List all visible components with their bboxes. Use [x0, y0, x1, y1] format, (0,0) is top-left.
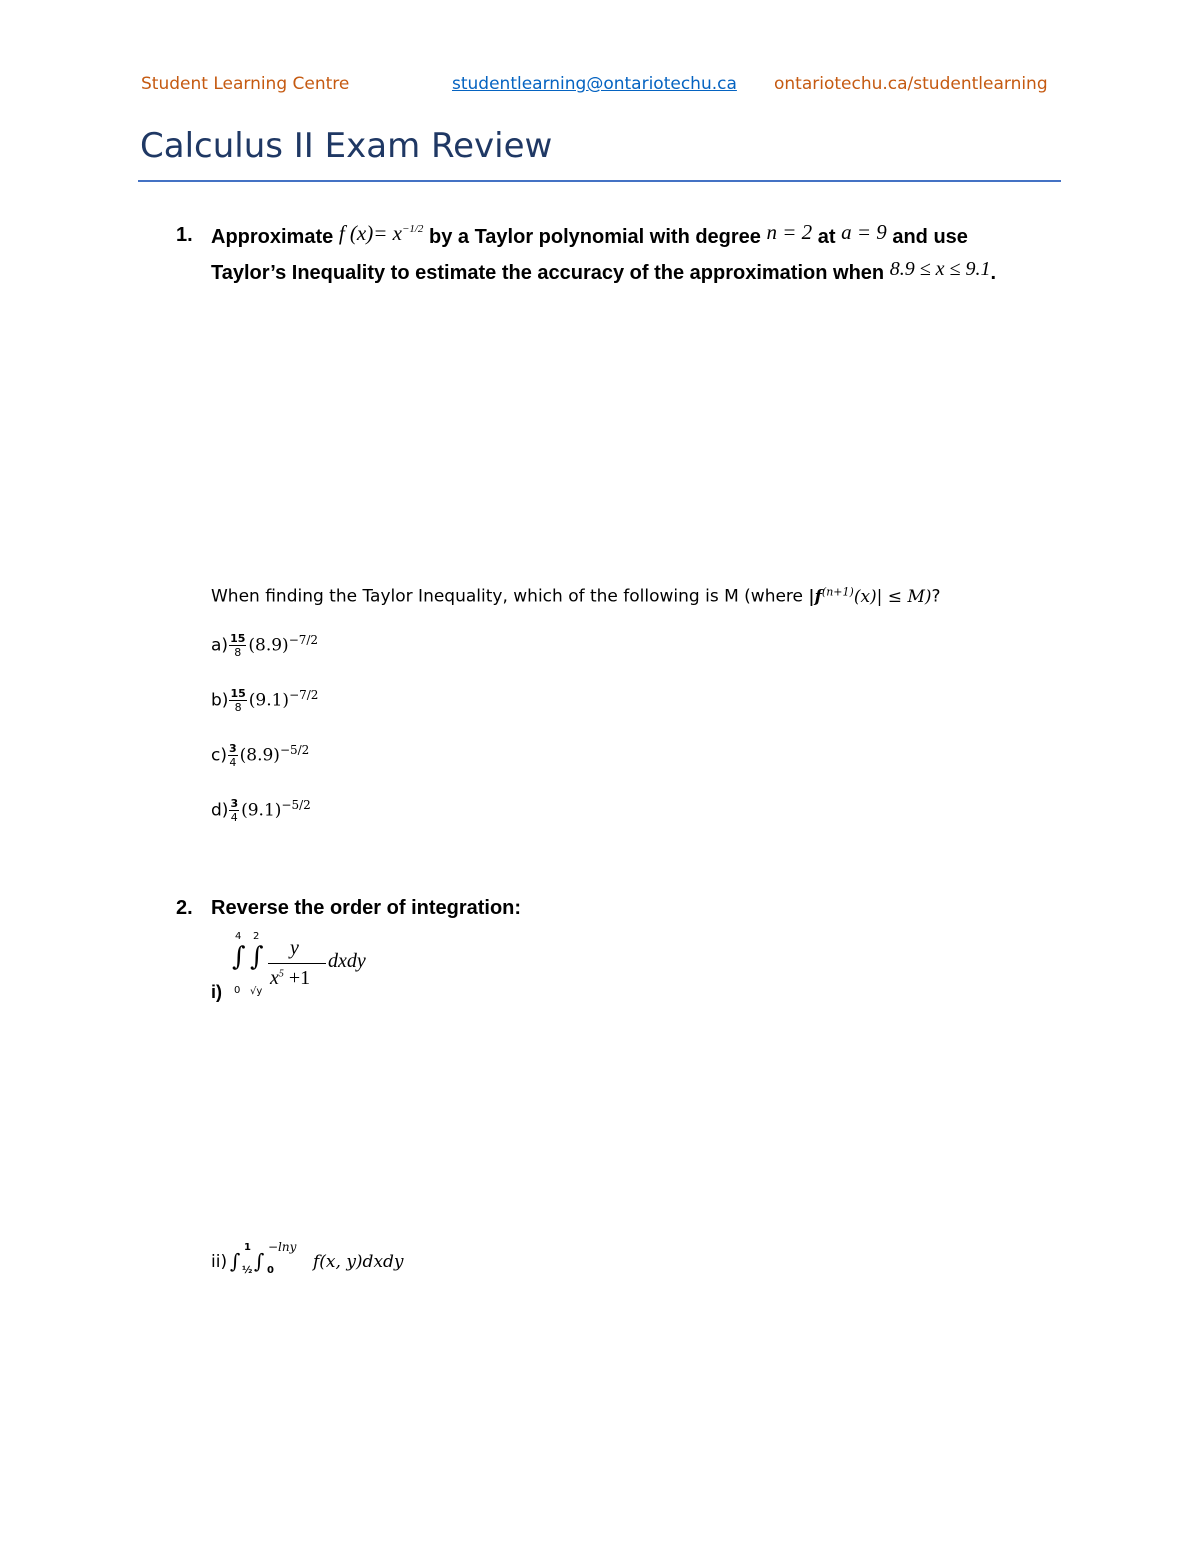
option-a-base: (8.9): [248, 635, 289, 656]
q2i-upper1: 4: [235, 931, 242, 942]
option-a-label: a): [211, 635, 229, 656]
option-a-fraction: [229, 633, 246, 658]
q1-prompt-end: ?: [931, 586, 941, 607]
option-c-den: 4: [229, 756, 237, 770]
q1-degree: n = 2: [766, 220, 813, 244]
q2i-den-tail: +1: [283, 967, 311, 989]
option-c-label: c): [211, 745, 227, 766]
option-b-exp: −7/2: [289, 688, 319, 702]
q2i-differential: dxdy: [328, 950, 366, 972]
option-a-num: 15: [230, 632, 246, 646]
q1-prompt-rest: (x)| ≤ M): [853, 586, 932, 607]
q2i-lower1: 0: [234, 985, 241, 996]
q1-function-base: f (x)= x: [338, 221, 402, 245]
q2i-lower2: √y: [250, 986, 263, 997]
option-d-den: 4: [230, 811, 238, 825]
q2i-numerator: y: [290, 937, 299, 959]
q1-period: .: [990, 262, 997, 284]
header-email-link[interactable]: studentlearning@ontariotechu.ca: [452, 74, 737, 94]
q2ii-lower1: ½: [242, 1265, 253, 1276]
q2-number: 2.: [176, 897, 193, 919]
option-a: [211, 633, 318, 658]
q1-line2: [211, 258, 997, 285]
option-b-label: b): [211, 690, 229, 711]
q1-prompt-math: [808, 587, 931, 607]
option-b-base: (9.1): [248, 690, 290, 711]
q1-function: [339, 221, 424, 245]
option-a-den: 8: [234, 646, 242, 660]
option-a-exp: −7/2: [288, 633, 319, 647]
q1-prompt-text: When finding the Taylor Inequality, which of the following is M (where: [211, 586, 804, 607]
q1-interval: 8.9 ≤ x ≤ 9.1: [889, 258, 991, 280]
q2-text: Reverse the order of integration:: [211, 897, 522, 919]
q2i-label: i): [211, 982, 222, 1002]
q2i-denominator: [270, 967, 310, 990]
option-b-fraction: [229, 688, 246, 713]
q2ii-integrand: f(x, y)dxdy: [313, 1252, 404, 1272]
q1-line2-text: Taylor’s Inequality to estimate the accuracy of the approximation when: [211, 262, 885, 284]
page-title: Calculus II Exam Review: [140, 126, 553, 166]
q2ii-integral1: ∫: [230, 1249, 241, 1273]
q1-line1: [211, 220, 968, 249]
option-c-exp: −5/2: [279, 743, 310, 757]
option-d-exp: −5/2: [281, 798, 311, 812]
q1-prompt-exp: (n+1): [821, 585, 854, 598]
q2i-integral1: ∫: [232, 942, 246, 972]
option-d-fraction: [229, 798, 239, 823]
option-d-label: d): [211, 800, 229, 821]
q2i-integral2: ∫: [250, 942, 264, 972]
q2i-den-exp: 5: [278, 968, 284, 980]
option-d-num: 3: [230, 797, 239, 811]
header-centre: Student Learning Centre: [141, 74, 350, 94]
q2ii-lower2: 0: [267, 1265, 274, 1276]
q2i-fraction-bar: [268, 963, 326, 964]
q1-function-exponent: −1/2: [401, 223, 424, 235]
q1-word-approximate: Approximate: [211, 226, 334, 248]
title-divider: [138, 180, 1061, 182]
header-website: ontariotechu.ca/studentlearning: [774, 74, 1048, 94]
option-b: [211, 688, 318, 713]
option-c-base: (8.9): [239, 745, 280, 766]
q1-center: a = 9: [841, 220, 887, 244]
option-c-fraction: [228, 743, 238, 768]
q1-prompt-f: |f: [808, 586, 822, 607]
option-c: [211, 743, 309, 768]
q2i-upper2: 2: [253, 931, 260, 942]
q2ii-upper2: −lny: [268, 1240, 297, 1254]
option-d: [211, 798, 311, 823]
q1-number: 1.: [176, 224, 193, 246]
option-b-den: 8: [234, 701, 242, 715]
q1-word-at: at: [817, 226, 836, 248]
q2ii-label: ii): [211, 1252, 228, 1272]
q1-word-taylor: by a Taylor polynomial with degree: [429, 226, 761, 248]
q2ii-upper1: 1: [244, 1242, 251, 1253]
option-b-num: 15: [230, 687, 246, 701]
q2ii-integral2: ∫: [254, 1249, 265, 1273]
q1-word-anduse: and use: [892, 226, 968, 248]
option-c-num: 3: [228, 742, 237, 756]
q1-prompt: [211, 585, 941, 607]
option-d-base: (9.1): [241, 800, 282, 821]
q2i-den-x: x: [270, 967, 279, 989]
